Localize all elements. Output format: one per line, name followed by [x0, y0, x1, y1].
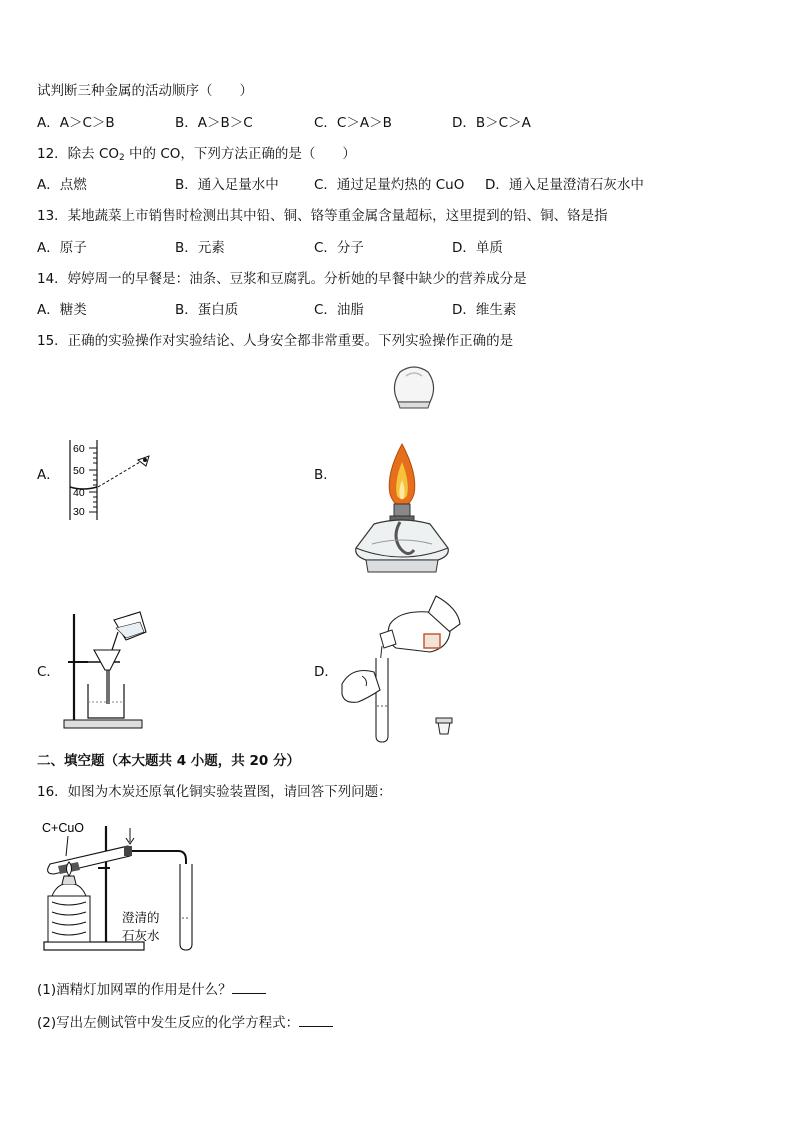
q15-figure-c-filtration — [62, 604, 162, 730]
q15-stem: 15．正确的实验操作对实验结论、人身安全都非常重要。下列实验操作正确的是 — [37, 333, 514, 349]
q13-stem: 13．某地蔬菜上市销售时检测出其中铅、铜、铬等重金属含量超标，这里提到的铅、铜、铬是指 — [37, 208, 608, 224]
q12-options — [37, 176, 757, 194]
q14-stem: 14．婷婷周一的早餐是：油条、豆浆和豆腐乳。分析她的早餐中缺少的营养成分是 — [37, 271, 527, 287]
q11-option-d: D．B＞C＞A — [452, 115, 531, 131]
q13-options — [37, 239, 757, 257]
q13-option-a: A．原子 — [37, 240, 87, 256]
q11-option-a: A．A＞C＞B — [37, 115, 115, 131]
cylinder-tick-30: 30 — [73, 506, 85, 518]
q14-option-b: B．蛋白质 — [175, 302, 239, 318]
q16-sub1 — [37, 980, 266, 999]
q12-stem — [37, 145, 356, 167]
q14-option-d: D．维生素 — [452, 302, 517, 318]
q13-option-c: C．分子 — [314, 240, 364, 256]
q12-stem-post: 中的 CO，下列方法正确的是（ ） — [124, 146, 356, 162]
q15-figure-a-cylinder — [62, 438, 162, 522]
q15-label-b: B． — [314, 467, 337, 483]
q11-option-c: C．C＞A＞B — [314, 115, 392, 131]
q15-label-c: C． — [37, 664, 60, 680]
q14-option-c: C．油脂 — [314, 302, 364, 318]
q12-option-a: A．点燃 — [37, 177, 87, 193]
q15-figure-b-lamp-cap — [388, 362, 440, 412]
cylinder-tick-60: 60 — [73, 443, 85, 455]
q16-figure-apparatus — [38, 818, 210, 954]
q16-sub1-text: (1)酒精灯加网罩的作用是什么？ — [37, 982, 232, 998]
q12-option-b: B．通入足量水中 — [175, 177, 279, 193]
q15-figure-d-pouring — [340, 594, 470, 744]
q14-option-a: A．糖类 — [37, 302, 87, 318]
limewater-label-1: 澄清的 — [122, 911, 160, 925]
q15-label-d: D． — [314, 664, 338, 680]
q12-option-c: C．通过足量灼热的 CuO — [314, 177, 465, 193]
q12-stem-pre: 12．除去 CO — [37, 146, 120, 162]
q16-sub2-text: (2)写出左侧试管中发生反应的化学方程式： — [37, 1015, 300, 1031]
q15-label-a: A． — [37, 467, 60, 483]
q11-stem: 试判断三种金属的活动顺序（ ） — [37, 83, 253, 99]
section2-heading: 二、填空题（本大题共 4 小题，共 20 分） — [37, 753, 300, 769]
cylinder-tick-50: 50 — [73, 465, 85, 477]
q12-option-d: D．通入足量澄清石灰水中 — [485, 177, 644, 193]
q13-option-b: B．元素 — [175, 240, 225, 256]
q16-stem: 16．如图为木炭还原氧化铜实验装置图，请回答下列问题： — [37, 784, 392, 800]
q16-sub1-blank[interactable] — [232, 980, 266, 994]
q16-sub2-blank[interactable] — [299, 1013, 333, 1027]
q16-sub2 — [37, 1013, 333, 1032]
q11-options — [37, 114, 757, 132]
q15-figure-b-alcohol-lamp — [352, 440, 452, 576]
q14-options — [37, 301, 757, 319]
limewater-label-2: 石灰水 — [122, 929, 160, 943]
q13-option-d: D．单质 — [452, 240, 503, 256]
q12-stem-sub: 2 — [119, 153, 125, 163]
cylinder-tick-40: 40 — [73, 487, 85, 499]
reagent-label: C+CuO — [42, 821, 85, 835]
q11-option-b: B．A＞B＞C — [175, 115, 253, 131]
